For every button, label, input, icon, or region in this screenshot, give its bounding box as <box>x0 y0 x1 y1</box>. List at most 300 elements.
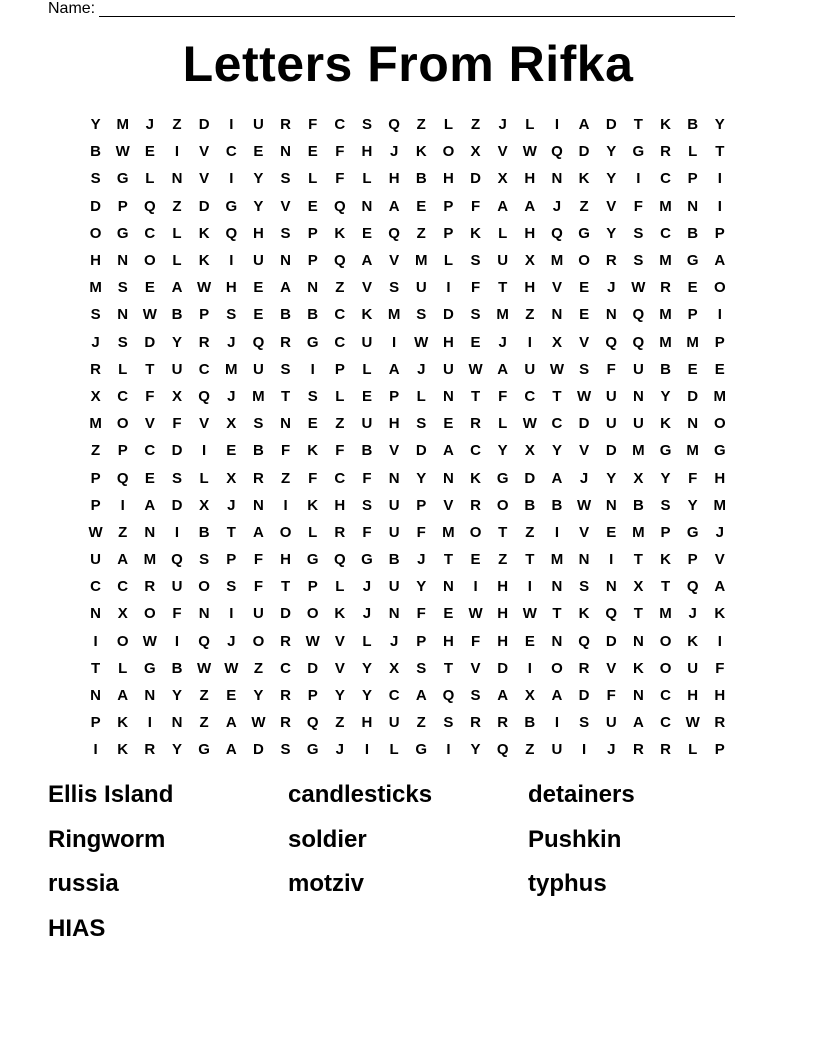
grid-letter: B <box>252 442 264 460</box>
grid-letter: K <box>415 143 427 161</box>
grid-letter: I <box>174 143 180 161</box>
grid-letter: Q <box>686 578 699 596</box>
grid-letter: A <box>117 551 129 569</box>
grid-letter: S <box>307 387 318 405</box>
grid-letter: T <box>633 116 643 134</box>
word-list-item: russia <box>48 870 119 897</box>
grid-letter: J <box>715 523 724 541</box>
grid-letter: M <box>143 551 157 569</box>
grid-letter: O <box>713 415 726 433</box>
grid-letter: Z <box>90 442 101 460</box>
grid-letter: L <box>362 632 372 650</box>
grid-letter: H <box>388 415 400 433</box>
grid-letter: I <box>582 741 587 759</box>
grid-letter: N <box>117 306 129 324</box>
grid-letter: I <box>174 632 180 650</box>
grid-letter: F <box>606 360 616 378</box>
grid-letter: S <box>253 415 264 433</box>
grid-letter: X <box>551 333 562 351</box>
grid-letter: I <box>93 632 98 650</box>
grid-letter: M <box>89 279 102 297</box>
grid-letter: B <box>687 116 699 134</box>
grid-letter: V <box>606 197 617 215</box>
grid-letter: Q <box>116 469 129 487</box>
grid-letter: M <box>686 333 699 351</box>
grid-letter: N <box>198 605 210 623</box>
grid-letter: L <box>118 360 128 378</box>
grid-letter: L <box>118 659 128 677</box>
grid-letter: E <box>524 632 535 650</box>
grid-letter: M <box>550 551 564 569</box>
grid-letter: E <box>687 360 698 378</box>
grid-letter: Q <box>252 333 265 351</box>
grid-letter: W <box>522 143 537 161</box>
grid-letter: G <box>632 143 645 161</box>
grid-letter: I <box>229 170 234 188</box>
grid-letter: A <box>714 252 726 270</box>
grid-letter: N <box>307 279 319 297</box>
grid-letter: I <box>527 578 532 596</box>
grid-letter: B <box>90 143 101 161</box>
grid-letter: I <box>446 279 451 297</box>
grid-letter: S <box>416 415 427 433</box>
grid-letter: A <box>714 578 726 596</box>
grid-letter: T <box>552 605 562 623</box>
grid-letter: C <box>280 659 291 677</box>
grid-letter: E <box>144 143 155 161</box>
grid-letter: Q <box>605 333 618 351</box>
grid-letter: R <box>497 714 509 732</box>
grid-letter: P <box>416 632 427 650</box>
grid-letter: S <box>280 360 291 378</box>
grid-letter: F <box>172 415 182 433</box>
grid-letter: H <box>361 143 373 161</box>
grid-letter: I <box>717 197 722 215</box>
grid-letter: N <box>90 605 101 623</box>
grid-letter: V <box>361 279 372 297</box>
grid-letter: O <box>116 632 129 650</box>
grid-letter: C <box>334 116 346 134</box>
grid-letter: H <box>714 469 726 487</box>
grid-letter: L <box>199 469 209 487</box>
grid-letter: H <box>497 605 509 623</box>
grid-letter: C <box>524 387 536 405</box>
word-list <box>48 778 768 956</box>
grid-letter: X <box>524 442 535 460</box>
grid-letter: Z <box>253 659 263 677</box>
grid-letter: E <box>443 605 454 623</box>
grid-letter: Y <box>660 469 671 487</box>
grid-letter: J <box>389 143 399 161</box>
grid-letter: U <box>388 496 400 514</box>
word-list-item: candlesticks <box>288 781 433 808</box>
grid-letter: J <box>227 496 236 514</box>
grid-letter: I <box>609 551 614 569</box>
grid-letter: W <box>522 415 537 433</box>
grid-letter: T <box>552 387 562 405</box>
grid-letter: H <box>90 252 101 270</box>
grid-letter: Y <box>470 741 481 759</box>
grid-letter: M <box>387 306 401 324</box>
word-list-item: soldier <box>288 825 367 853</box>
grid-letter: W <box>251 714 266 732</box>
grid-letter: P <box>687 170 698 188</box>
grid-letter: D <box>252 741 264 759</box>
grid-letter: U <box>171 360 183 378</box>
grid-letter: B <box>687 224 699 242</box>
grid-letter: R <box>470 415 481 433</box>
grid-letter: Z <box>199 714 209 732</box>
grid-letter: J <box>335 741 344 759</box>
grid-letter: V <box>551 279 562 297</box>
grid-letter: Q <box>334 252 346 270</box>
grid-letter: J <box>91 333 100 351</box>
grid-letter: J <box>579 469 589 487</box>
grid-letter: X <box>117 605 128 623</box>
grid-letter: W <box>115 143 130 161</box>
grid-letter: V <box>334 632 345 650</box>
grid-letter: H <box>497 578 509 596</box>
word-list-item: HIAS <box>48 914 106 942</box>
grid-letter: W <box>468 605 483 623</box>
grid-letter: N <box>280 252 291 270</box>
grid-letter: F <box>145 387 155 405</box>
grid-letter: A <box>524 197 536 215</box>
grid-letter: Z <box>416 714 426 732</box>
grid-letter: U <box>632 360 644 378</box>
grid-letter: I <box>174 523 180 541</box>
grid-letter: H <box>524 279 536 297</box>
grid-letter: R <box>660 143 671 161</box>
grid-letter: K <box>334 224 346 242</box>
grid-letter: Z <box>172 116 182 134</box>
grid-letter: S <box>199 551 210 569</box>
grid-letter: T <box>90 659 101 677</box>
grid-letter: D <box>497 659 509 677</box>
grid-letter: Q <box>442 687 455 705</box>
grid-letter: F <box>498 387 508 405</box>
grid-letter: Z <box>416 116 426 134</box>
grid-letter: R <box>280 333 291 351</box>
grid-letter: N <box>171 714 183 732</box>
grid-letter: M <box>496 306 509 324</box>
grid-letter: B <box>307 306 319 324</box>
grid-letter: K <box>660 551 671 569</box>
grid-letter: T <box>226 523 236 541</box>
grid-letter: I <box>446 741 451 759</box>
grid-letter: Q <box>605 605 618 623</box>
grid-letter: X <box>497 170 508 188</box>
grid-letter: V <box>470 659 481 677</box>
grid-letter: O <box>551 659 563 677</box>
grid-letter: J <box>607 741 616 759</box>
grid-letter: U <box>252 252 264 270</box>
grid-letter: J <box>227 387 236 405</box>
grid-letter: F <box>470 197 481 215</box>
grid-letter: A <box>497 197 509 215</box>
grid-letter: F <box>416 523 426 541</box>
grid-letter: G <box>578 224 590 242</box>
grid-letter: W <box>577 496 592 514</box>
grid-letter: W <box>577 387 592 405</box>
grid-letter: I <box>554 116 560 134</box>
grid-letter: L <box>525 116 535 134</box>
grid-letter: I <box>527 659 532 677</box>
grid-letter: E <box>144 469 155 487</box>
grid-letter: W <box>522 605 537 623</box>
grid-letter: W <box>197 279 212 297</box>
grid-letter: V <box>144 415 155 433</box>
grid-letter: U <box>252 360 264 378</box>
grid-letter: A <box>117 687 129 705</box>
grid-letter: N <box>442 387 454 405</box>
grid-letter: Z <box>118 523 128 541</box>
grid-letter: P <box>334 360 345 378</box>
grid-letter: P <box>443 197 454 215</box>
grid-letter: W <box>197 659 212 677</box>
grid-letter: A <box>415 687 427 705</box>
grid-letter: J <box>145 116 155 134</box>
grid-letter: J <box>362 605 372 623</box>
grid-letter: T <box>280 387 291 405</box>
grid-letter: M <box>442 523 455 541</box>
grid-letter: T <box>470 387 481 405</box>
grid-letter: Q <box>334 551 346 569</box>
grid-letter: T <box>633 551 643 569</box>
grid-letter: F <box>335 170 345 188</box>
grid-letter: C <box>334 306 346 324</box>
grid-letter: J <box>417 551 426 569</box>
grid-letter: S <box>171 469 182 487</box>
grid-letter: Z <box>470 116 481 134</box>
grid-letter: J <box>688 605 697 623</box>
grid-letter: G <box>225 197 238 215</box>
grid-letter: M <box>659 306 672 324</box>
grid-letter: W <box>414 333 429 351</box>
grid-letter: R <box>714 714 726 732</box>
grid-letter: G <box>306 741 319 759</box>
grid-letter: T <box>525 551 535 569</box>
grid-letter: J <box>552 197 562 215</box>
word-list-item: typhus <box>528 870 607 897</box>
grid-letter: N <box>144 523 156 541</box>
grid-letter: G <box>686 252 699 270</box>
grid-letter: H <box>524 224 536 242</box>
grid-letter: B <box>415 170 427 188</box>
grid-letter: V <box>579 523 590 541</box>
grid-letter: O <box>469 523 482 541</box>
grid-letter: O <box>144 252 156 270</box>
grid-letter: S <box>280 741 291 759</box>
grid-letter: C <box>551 415 563 433</box>
grid-letter: P <box>90 714 101 732</box>
grid-letter: W <box>142 306 157 324</box>
grid-letter: Z <box>525 523 535 541</box>
grid-letter: D <box>307 659 319 677</box>
grid-letter: E <box>307 415 318 433</box>
grid-letter: D <box>90 197 101 215</box>
grid-letter: V <box>606 659 617 677</box>
grid-letter: D <box>578 687 590 705</box>
grid-letter: I <box>229 605 234 623</box>
grid-letter: S <box>633 224 644 242</box>
grid-letter: H <box>442 632 454 650</box>
grid-letter: C <box>334 469 346 487</box>
grid-letter: N <box>551 170 563 188</box>
grid-letter: K <box>334 605 346 623</box>
grid-letter: N <box>578 551 590 569</box>
word-list-item: Ringworm <box>48 825 166 853</box>
grid-letter: F <box>470 632 481 650</box>
grid-letter: D <box>578 415 590 433</box>
name-field <box>48 0 748 20</box>
grid-letter: A <box>388 197 400 215</box>
grid-letter: E <box>307 143 318 161</box>
grid-letter: X <box>633 469 644 487</box>
grid-letter: O <box>116 415 129 433</box>
grid-letter: C <box>660 687 671 705</box>
grid-letter: K <box>361 306 373 324</box>
grid-letter: I <box>202 442 207 460</box>
grid-letter: M <box>659 333 672 351</box>
grid-letter: E <box>361 387 372 405</box>
grid-letter: U <box>361 333 373 351</box>
grid-letter: S <box>660 496 671 514</box>
grid-letter: L <box>498 415 508 433</box>
grid-letter: V <box>199 143 210 161</box>
grid-letter: I <box>283 496 288 514</box>
grid-letter: K <box>687 632 699 650</box>
grid-letter: K <box>632 659 644 677</box>
grid-letter: V <box>389 252 400 270</box>
grid-letter: Z <box>172 197 182 215</box>
grid-letter: S <box>443 714 454 732</box>
grid-letter: I <box>310 360 315 378</box>
grid-letter: C <box>388 687 400 705</box>
grid-letter: B <box>198 523 210 541</box>
grid-letter: K <box>660 415 671 433</box>
grid-letter: M <box>116 116 129 134</box>
grid-letter: U <box>442 360 454 378</box>
grid-letter: L <box>145 170 155 188</box>
name-label: Name: <box>48 0 96 17</box>
grid-letter: O <box>144 605 156 623</box>
grid-letter: O <box>713 279 726 297</box>
grid-letter: B <box>388 551 400 569</box>
grid-letter: M <box>415 252 428 270</box>
grid-letter: E <box>416 197 427 215</box>
grid-letter: P <box>307 578 318 596</box>
grid-letter: J <box>607 279 616 297</box>
grid-letter: X <box>389 659 400 677</box>
grid-letter: L <box>362 360 372 378</box>
grid-letter: W <box>631 279 646 297</box>
grid-letter: I <box>120 496 125 514</box>
grid-letter: E <box>144 279 155 297</box>
grid-letter: S <box>90 170 101 188</box>
grid-letter: F <box>715 659 725 677</box>
grid-letter: M <box>632 442 645 460</box>
grid-letter: Y <box>660 387 671 405</box>
grid-letter: I <box>554 523 560 541</box>
grid-letter: U <box>388 578 400 596</box>
grid-letter: Y <box>171 333 182 351</box>
grid-letter: R <box>578 659 590 677</box>
grid-letter: X <box>199 496 210 514</box>
grid-letter: E <box>253 143 264 161</box>
grid-letter: D <box>198 197 210 215</box>
grid-letter: A <box>225 714 237 732</box>
grid-letter: A <box>497 360 509 378</box>
grid-letter: B <box>524 496 536 514</box>
grid-letter: U <box>687 659 699 677</box>
grid-letter: F <box>335 143 345 161</box>
grid-letter: U <box>415 279 427 297</box>
grid-letter: Y <box>361 659 372 677</box>
grid-letter: H <box>497 632 509 650</box>
grid-letter: L <box>688 143 698 161</box>
grid-letter: A <box>578 116 590 134</box>
grid-letter: A <box>144 496 156 514</box>
grid-letter: O <box>578 252 590 270</box>
grid-letter: S <box>470 252 481 270</box>
grid-letter: S <box>416 306 427 324</box>
grid-letter: T <box>145 360 155 378</box>
grid-letter: U <box>171 578 183 596</box>
grid-letter: N <box>632 387 644 405</box>
grid-letter: Y <box>171 687 182 705</box>
grid-letter: X <box>470 143 481 161</box>
grid-letter: C <box>198 360 210 378</box>
grid-letter: C <box>90 578 101 596</box>
grid-letter: F <box>606 687 616 705</box>
grid-letter: F <box>633 197 643 215</box>
grid-letter: F <box>416 605 426 623</box>
grid-letter: J <box>362 578 372 596</box>
grid-letter: U <box>388 523 400 541</box>
grid-letter: I <box>717 170 722 188</box>
grid-letter: J <box>417 360 426 378</box>
grid-letter: T <box>280 578 291 596</box>
grid-letter: P <box>687 306 698 324</box>
grid-letter: G <box>306 333 319 351</box>
grid-letter: L <box>498 224 508 242</box>
grid-letter: A <box>442 442 454 460</box>
grid-letter: V <box>389 442 400 460</box>
grid-letter: R <box>280 632 291 650</box>
grid-letter: H <box>442 170 454 188</box>
grid-letter: Q <box>198 387 210 405</box>
name-blank-line <box>99 0 735 17</box>
grid-letter: I <box>717 306 722 324</box>
grid-letter: P <box>660 523 671 541</box>
grid-letter: L <box>308 523 318 541</box>
grid-letter: H <box>687 687 699 705</box>
grid-letter: U <box>605 387 617 405</box>
grid-letter: V <box>579 442 590 460</box>
grid-letter: I <box>473 578 478 596</box>
grid-letter: Z <box>335 279 345 297</box>
grid-letter: R <box>660 741 671 759</box>
grid-letter: E <box>443 415 454 433</box>
grid-letter: U <box>632 415 644 433</box>
grid-letter: F <box>308 469 318 487</box>
grid-letter: D <box>578 143 590 161</box>
grid-letter: S <box>579 578 590 596</box>
grid-letter: P <box>307 224 318 242</box>
grid-letter: Z <box>525 741 535 759</box>
grid-letter: P <box>389 387 400 405</box>
